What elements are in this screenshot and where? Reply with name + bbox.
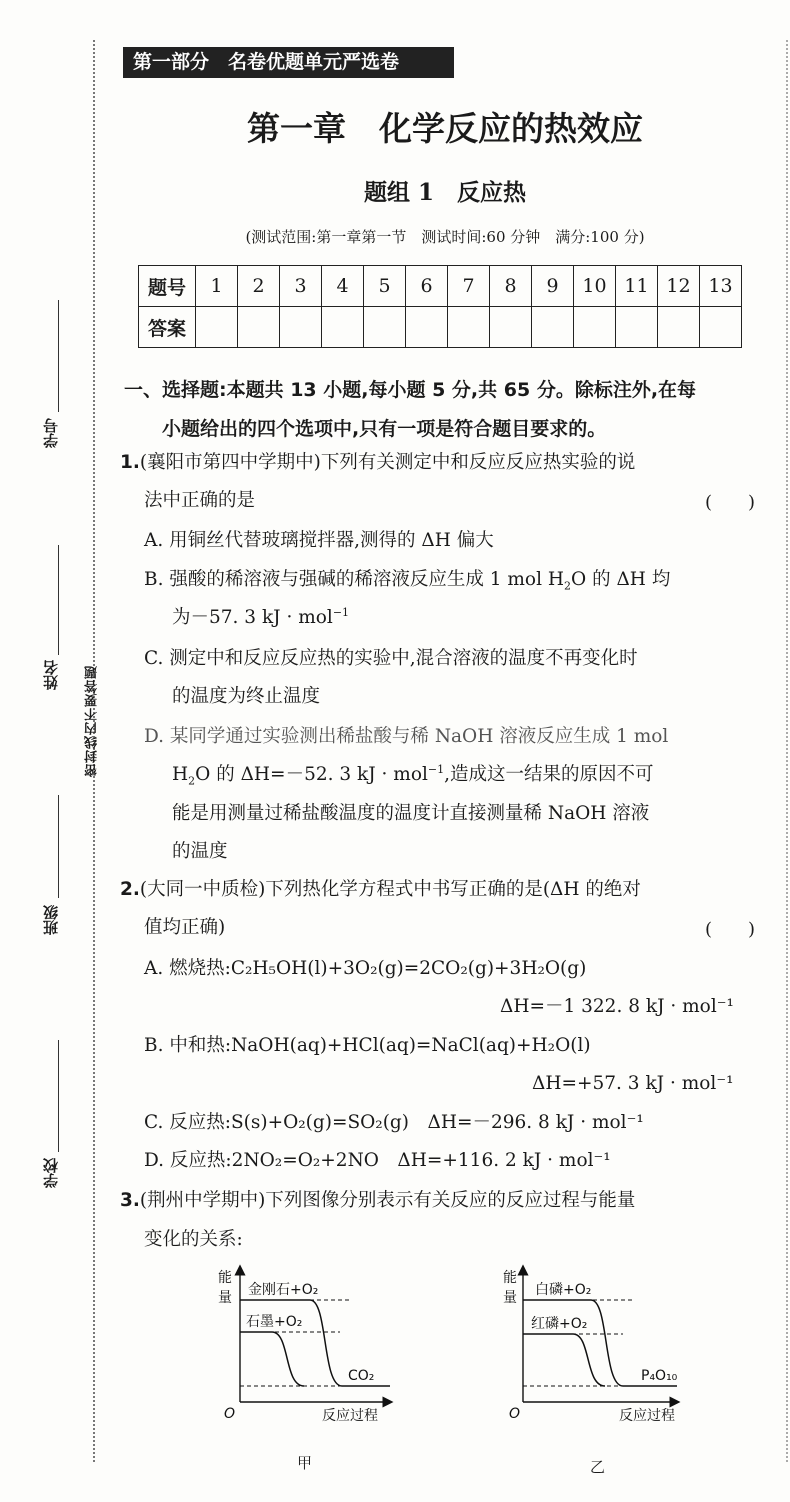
student-number-field[interactable] <box>40 300 64 460</box>
answer-cell[interactable] <box>406 307 448 348</box>
chapter-title: 第一章 化学反应的热效应 <box>247 109 643 148</box>
class-label: 班级 <box>42 905 60 935</box>
student-number-label: 学号 <box>42 418 60 448</box>
question-number-cell: 13 <box>700 266 742 307</box>
school-label: 学校 <box>42 1158 60 1188</box>
x-axis-label: 反应过程 <box>322 1408 378 1424</box>
middle-level-label: 红磷+O₂ <box>531 1316 588 1332</box>
answer-table <box>138 265 742 348</box>
option-b: B. 强酸的稀溶液与强碱的稀溶液反应生成 1 mol $H_2O$ 的 ΔH 均 <box>144 569 671 593</box>
option-d: D. 反应热:2NO₂=O₂+2NO ΔH=+116. 2 kJ · mol⁻¹ <box>144 1150 611 1171</box>
section-heading: 一、选择题:本题共 13 小题,每小题 5 分,共 65 分。除标注外,在每 小题给出的四个选项中,只有一项是符合题目要求的。 <box>124 379 697 440</box>
question-number-cell: 3 <box>280 266 322 307</box>
red-phosphorus-curve <box>523 1334 605 1386</box>
answer-cell[interactable] <box>280 307 322 348</box>
question-number-header: 题号 <box>139 266 196 307</box>
answer-cell[interactable] <box>700 307 742 348</box>
question-number-cell: 7 <box>448 266 490 307</box>
question-number-cell: 5 <box>364 266 406 307</box>
y-axis-label-1: 能 <box>503 1270 517 1286</box>
question-number: 3. <box>120 1190 140 1211</box>
y-axis-label-2: 量 <box>218 1290 232 1306</box>
seal-line-warning: 密封线内不要答题 <box>85 665 100 777</box>
answer-cell[interactable] <box>448 307 490 348</box>
part-banner: 第一部分 名卷优题单元严选卷 <box>123 47 454 78</box>
option-c: C. 反应热:S(s)+O₂(g)=SO₂(g) ΔH=－296. 8 kJ · mol⁻¹ <box>144 1112 644 1133</box>
school-field[interactable] <box>40 1040 64 1200</box>
answer-cell[interactable] <box>616 307 658 348</box>
option-a: A. 用铜丝代替玻璃搅拌器,测得的 ΔH 偏大 <box>144 530 494 551</box>
graphite-curve <box>240 1332 304 1386</box>
answer-header: 答案 <box>139 307 196 348</box>
class-field[interactable] <box>40 795 64 955</box>
origin-label: O <box>224 1406 236 1422</box>
option-c: C. 测定中和反应反应热的实验中,混合溶液的温度不再变化时 <box>144 648 638 669</box>
option-d: D. 某同学通过实验测出稀盐酸与稀 NaOH 溶液反应生成 1 mol <box>144 726 669 747</box>
name-label: 姓名 <box>42 660 60 690</box>
answer-cell[interactable] <box>196 307 238 348</box>
question-stem: (襄阳市第四中学期中)下列有关测定中和反应反应热实验的说 <box>139 452 636 473</box>
question-number-row <box>139 266 742 307</box>
answer-cell[interactable] <box>238 307 280 348</box>
question-stem: (荆州中学期中)下列图像分别表示有关反应的反应过程与能量 <box>139 1190 636 1211</box>
name-field[interactable] <box>40 545 64 705</box>
answer-row <box>139 307 742 348</box>
question-number-cell: 1 <box>196 266 238 307</box>
question-stem: (大同一中质检)下列热化学方程式中书写正确的是(ΔH 的绝对 <box>139 879 641 900</box>
question-number-cell: 6 <box>406 266 448 307</box>
answer-cell[interactable] <box>574 307 616 348</box>
answer-cell[interactable] <box>532 307 574 348</box>
y-axis-label-1: 能 <box>218 1270 232 1286</box>
answer-cell[interactable] <box>322 307 364 348</box>
option-b: B. 中和热:NaOH(aq)+HCl(aq)=NaCl(aq)+H₂O(l) <box>144 1035 591 1056</box>
answer-cell[interactable] <box>364 307 406 348</box>
lower-level-label: P₄O₁₀ <box>641 1368 678 1384</box>
right-dotted-line <box>786 40 788 1462</box>
x-axis-label: 反应过程 <box>619 1408 675 1424</box>
question-number-cell: 9 <box>532 266 574 307</box>
question-number-cell: 8 <box>490 266 532 307</box>
answer-cell[interactable] <box>658 307 700 348</box>
figure-caption-yi: 乙 <box>590 1458 606 1476</box>
upper-level-label: 金刚石+O₂ <box>248 1282 319 1298</box>
origin-label: O <box>509 1406 521 1422</box>
group-title: 题组 1 反应热 <box>363 179 526 206</box>
lower-level-label: CO₂ <box>348 1368 375 1384</box>
middle-level-label: 石墨+O₂ <box>246 1314 303 1330</box>
question-number-cell: 2 <box>238 266 280 307</box>
question-number-cell: 10 <box>574 266 616 307</box>
option-a: A. 燃烧热:C₂H₅OH(l)+3O₂(g)=2CO₂(g)+3H₂O(g) <box>144 958 587 979</box>
energy-diagram-yi <box>495 1262 705 1432</box>
answer-cell[interactable] <box>490 307 532 348</box>
answer-bracket[interactable]: ( ) <box>705 492 756 513</box>
question-number-cell: 4 <box>322 266 364 307</box>
question-number-cell: 12 <box>658 266 700 307</box>
answer-bracket[interactable]: ( ) <box>705 919 756 940</box>
figure-caption-jia: 甲 <box>297 1454 313 1472</box>
question-number: 1. <box>120 452 140 473</box>
upper-level-label: 白磷+O₂ <box>535 1282 592 1298</box>
energy-diagram-jia <box>210 1262 420 1432</box>
question-number: 2. <box>120 879 140 900</box>
test-scope: (测试范围:第一章第一节 测试时间:60 分钟 满分:100 分) <box>245 228 645 246</box>
question-number-cell: 11 <box>616 266 658 307</box>
y-axis-label-2: 量 <box>503 1290 517 1306</box>
